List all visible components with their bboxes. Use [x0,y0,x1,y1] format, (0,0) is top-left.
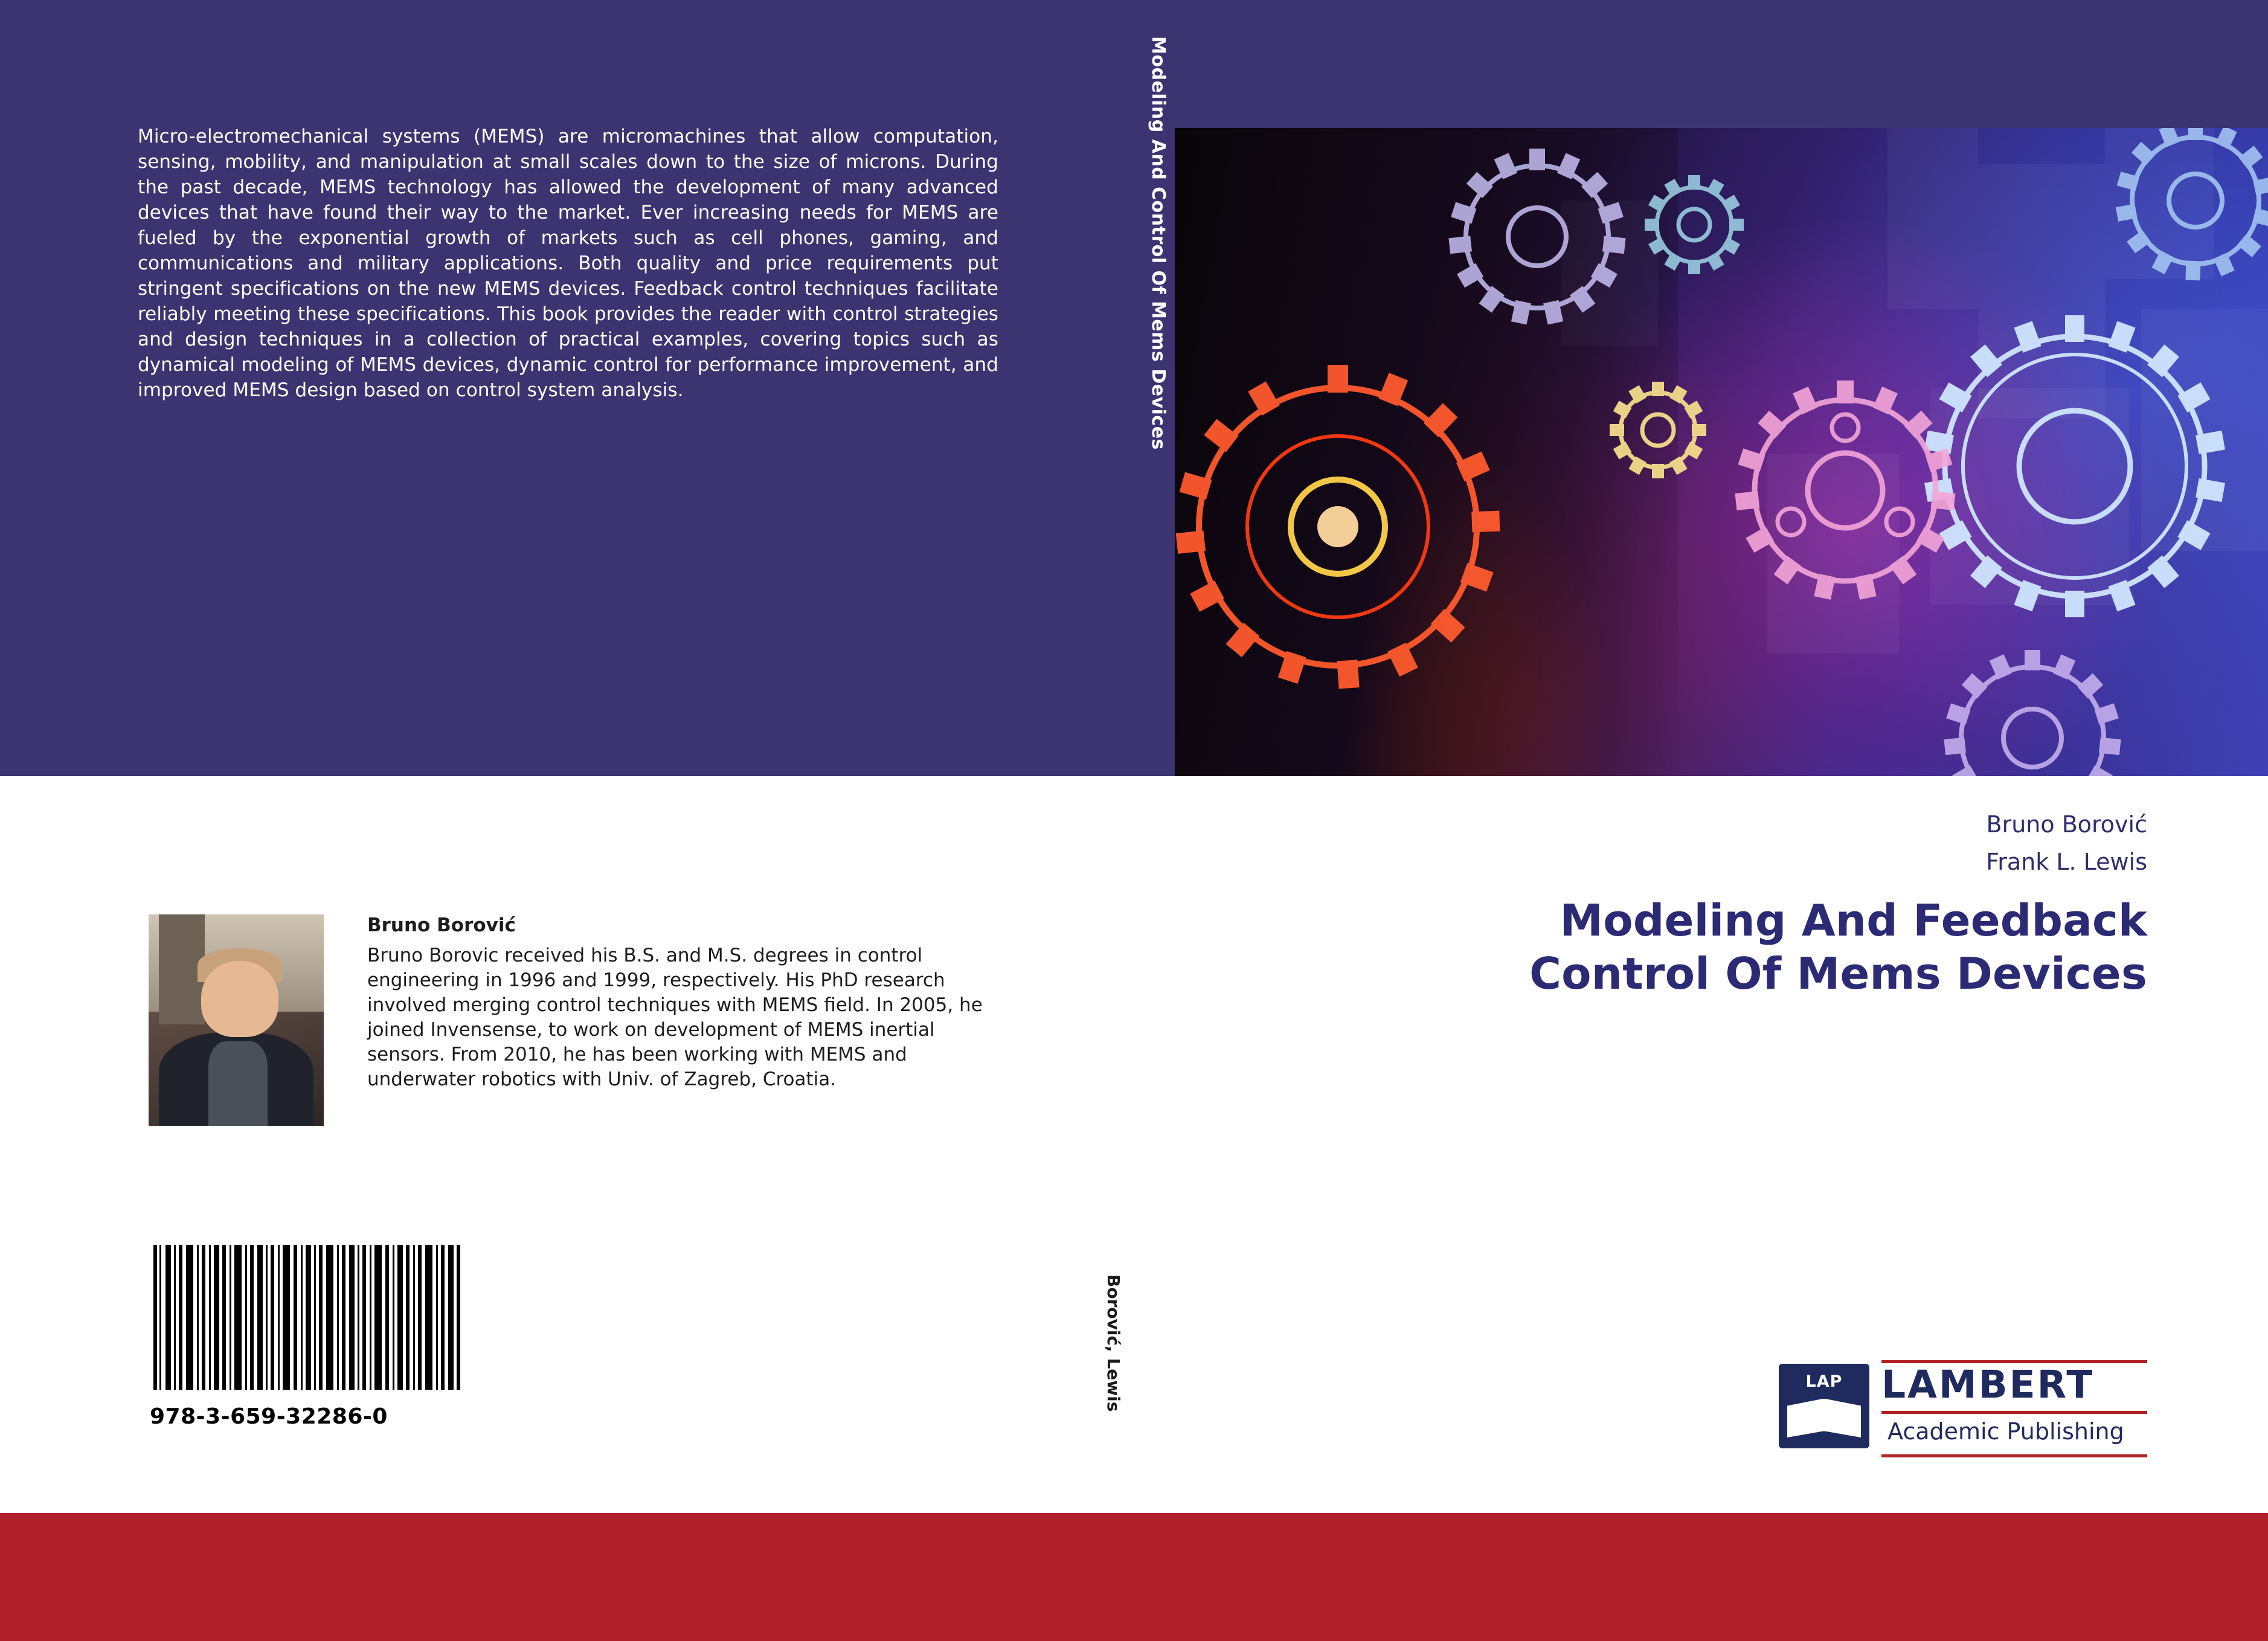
barcode-icon [150,1241,464,1393]
spine-title: Modeling And Control Of Mems Devices [1148,36,1169,450]
spine-authors: Borović, Lewis [1103,1274,1123,1412]
publisher-name: LAMBERT [1881,1363,2095,1407]
author-photo [149,914,324,1126]
back-cover-panel [0,0,1090,776]
logo-rule-mid [1881,1411,2147,1414]
lap-mark: LAP [1805,1372,1843,1391]
photo-face [201,961,278,1037]
barcode-block [150,1241,464,1428]
isbn-number: 978-3-659-32286-0 [150,1404,388,1429]
lap-book-icon [1779,1364,1869,1448]
front-author-2: Frank L. Lewis [1986,849,2147,875]
open-book-icon [1787,1399,1861,1437]
publisher-tagline: Academic Publishing [1887,1418,2124,1445]
front-cover-authors [1299,806,2147,881]
logo-rule-bottom [1881,1454,2147,1457]
author-bio-name: Bruno Borović [367,914,516,936]
front-title-line-2: Control Of Mems Devices [1529,948,2147,999]
gears-illustration [1175,128,2268,776]
front-title-line-1: Modeling And Feedback [1560,895,2147,946]
front-author-1: Bruno Borović [1986,811,2147,838]
front-cover-title [1299,894,2147,1000]
photo-shirt [208,1041,268,1126]
publisher-logo [1779,1353,2147,1468]
cover-artwork [1175,128,2268,776]
author-bio-text: Bruno Borovic received his B.S. and M.S. degrees in control engineering in 1996 and 1999, respectively. His PhD research involved merging control techniques with MEMS field. In 2005, he joined Invensense, to work on development of MEMS inertial sensors. From 2010, he has been working with MEMS and underwater robotics with Univ. of Zagreb, Croatia. [367,945,983,1090]
bottom-red-band [0,1513,2268,1641]
back-cover-blurb: Micro-electromechanical systems (MEMS) are micromachines that allow computation, sensing, mobility, and manipulation at small scales down to the size of microns. During the past decade, MEMS technology has allowed the development of many advanced devices that have found their way to the market. Ever increasing needs for MEMS are fueled by the exponential growth of markets such as cell phones, gaming, and communications and military applications. Both quality and price requirements put stringent specifications on the new MEMS devices. Feedback control techniques facilitate reliably meeting these specifications. This book provides the reader with control strategies and design techniques in a collection of practical examples, covering topics such as dynamical modeling of MEMS devices, dynamic control for performance improvement, and improved MEMS design based on control system analysis. [138,126,998,401]
cover-top-band [0,0,2268,776]
